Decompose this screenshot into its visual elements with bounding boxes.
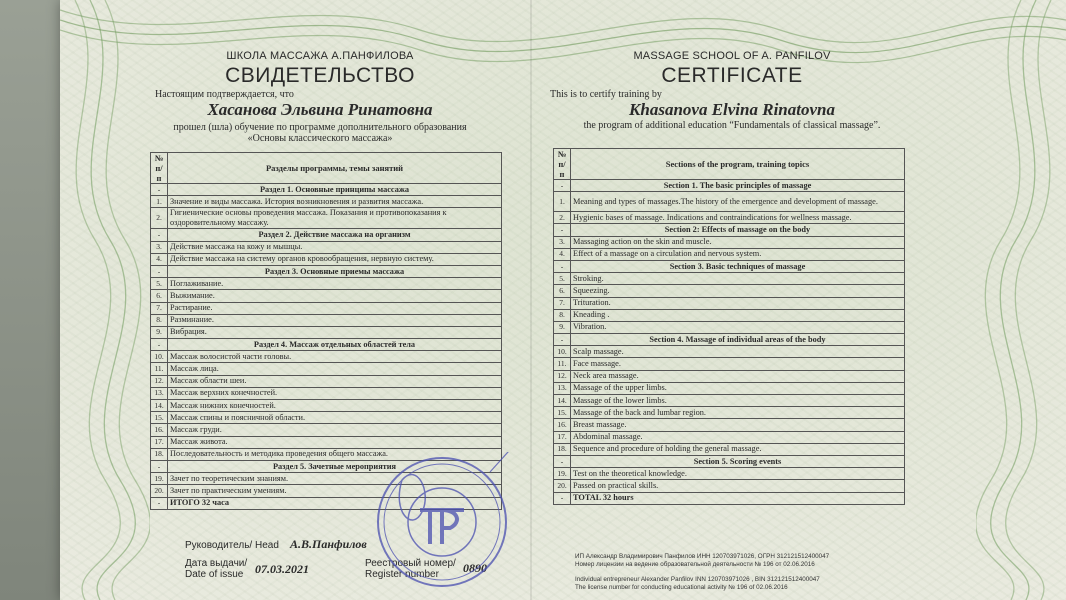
row-number: 15. <box>554 407 571 419</box>
footer-ru-line1: ИП Александр Владимирович Панфилов ИНН 120703971026, ОГРН 312121512400047 <box>575 553 830 560</box>
table-row <box>554 419 905 431</box>
program-line1-ru: прошел (шла) обучение по программе дополнительного образования <box>173 122 467 133</box>
row-topic: Face massage. <box>571 358 905 370</box>
section-row <box>151 339 502 351</box>
row-topic: Зачет по теоретическим знаниям. <box>168 473 502 485</box>
row-number: 17. <box>554 431 571 443</box>
row-number: 5. <box>554 273 571 285</box>
row-topic: Раздел 4. Массаж отдельных областей тела <box>168 339 502 351</box>
table-row <box>554 358 905 370</box>
row-number: 1. <box>151 196 168 208</box>
row-number: - <box>151 460 168 472</box>
section-row <box>151 229 502 241</box>
head-label: Руководитель/ Head <box>185 540 279 551</box>
row-number: 13. <box>554 382 571 394</box>
row-number: 6. <box>554 285 571 297</box>
row-number: - <box>554 492 571 504</box>
footer-ru <box>575 553 829 569</box>
row-topic: Вибрация. <box>168 326 502 338</box>
program-text-en: the program of additional education “Fundamentals of classical massage”. <box>583 120 881 131</box>
table-row <box>554 431 905 443</box>
row-topic: Раздел 2. Действие массажа на организм <box>168 229 502 241</box>
table-row <box>554 407 905 419</box>
row-number: 5. <box>151 278 168 290</box>
row-topic: Разминание. <box>168 314 502 326</box>
row-number: 16. <box>554 419 571 431</box>
row-topic: Section 3. Basic techniques of massage <box>571 260 905 272</box>
row-topic: Гигиенические основы проведения массажа. Показания и противопоказания к оздоровительному массажу. <box>168 208 502 229</box>
row-topic: Массаж спины и поясничной области. <box>168 412 502 424</box>
table-row <box>151 253 502 265</box>
row-number: - <box>554 455 571 467</box>
table-row <box>554 468 905 480</box>
guilloche-right-border <box>976 0 1066 600</box>
table-row <box>151 400 502 412</box>
row-number: 12. <box>554 370 571 382</box>
row-number: 8. <box>554 309 571 321</box>
row-topic: Раздел 1. Основные принципы массажа <box>168 184 502 196</box>
official-stamp <box>372 452 512 592</box>
row-topic: Scalp massage. <box>571 346 905 358</box>
row-topic: Stroking. <box>571 273 905 285</box>
row-number: 9. <box>151 326 168 338</box>
row-topic: Breast massage. <box>571 419 905 431</box>
table-row <box>151 290 502 302</box>
row-number: - <box>554 334 571 346</box>
row-number: 15. <box>151 412 168 424</box>
row-topic: Section 1. The basic principles of massage <box>571 180 905 192</box>
syllabus-table-en <box>553 148 905 505</box>
section-row <box>554 260 905 272</box>
row-topic: Section 5. Scoring events <box>571 455 905 467</box>
footer-en-line2: The license number for conducting educational activity № 196 of 02.06.2016 <box>575 584 788 591</box>
school-name-ru: ШКОЛА МАССАЖА А.ПАНФИЛОВА <box>226 50 414 62</box>
table-row <box>554 212 905 224</box>
row-number: 20. <box>151 485 168 497</box>
row-number: 19. <box>151 473 168 485</box>
section-row <box>554 334 905 346</box>
row-number: - <box>554 224 571 236</box>
issue-label <box>185 558 247 580</box>
section-row <box>151 184 502 196</box>
row-topic: TOTAL 32 hours <box>571 492 905 504</box>
row-topic: Поглаживание. <box>168 278 502 290</box>
table-row <box>554 480 905 492</box>
row-topic: Abdominal massage. <box>571 431 905 443</box>
row-topic: Section 2: Effects of massage on the body <box>571 224 905 236</box>
document-title-ru: СВИДЕТЕЛЬСТВО <box>225 64 415 87</box>
column-header-number: № п/п <box>151 153 168 184</box>
column-header-title: Sections of the program, training topics <box>571 149 905 180</box>
table-row <box>554 321 905 333</box>
table-row <box>554 346 905 358</box>
row-topic: Hygienic bases of massage. Indications and contraindications for wellness massage. <box>571 212 905 224</box>
table-row <box>151 278 502 290</box>
certify-text-ru: Настоящим подтверждается, что <box>155 89 294 100</box>
row-number: 2. <box>151 208 168 229</box>
total-row <box>554 492 905 504</box>
footer-ru-line2: Номер лицензии на ведение образовательной деятельности № 196 от 02.06.2016 <box>575 561 815 568</box>
row-topic: Растирание. <box>168 302 502 314</box>
row-number: 7. <box>554 297 571 309</box>
row-topic: Массаж верхних конечностей. <box>168 387 502 399</box>
row-number: 18. <box>151 448 168 460</box>
table-row <box>151 302 502 314</box>
row-topic: Vibration. <box>571 321 905 333</box>
row-topic: Massaging action on the skin and muscle. <box>571 236 905 248</box>
row-number: - <box>554 260 571 272</box>
section-row <box>554 224 905 236</box>
row-topic: Действие массажа на систему органов кровообращения, нервную систему. <box>168 253 502 265</box>
row-number: - <box>554 180 571 192</box>
table-row <box>554 236 905 248</box>
row-topic: Раздел 5. Зачетные мероприятия <box>168 460 502 472</box>
row-topic: Массаж груди. <box>168 424 502 436</box>
page-english <box>547 0 917 600</box>
page-fold <box>530 0 532 600</box>
table-row <box>151 363 502 375</box>
table-row <box>554 370 905 382</box>
register-label-en: Register number <box>365 569 439 580</box>
table-header-row <box>151 153 502 184</box>
row-topic: Effect of a massage on a circulation and nervous system. <box>571 248 905 260</box>
person-name-en: Khasanova Elvina Rinatovna <box>629 100 835 119</box>
row-number: 6. <box>151 290 168 302</box>
table-row <box>151 196 502 208</box>
row-number: 4. <box>151 253 168 265</box>
row-number: 10. <box>151 351 168 363</box>
table-body-en <box>554 180 905 505</box>
table-row <box>151 326 502 338</box>
row-topic: Meaning and types of massages.The history of the emergence and development of massage. <box>571 192 905 212</box>
table-row <box>151 241 502 253</box>
section-row <box>554 180 905 192</box>
row-topic: Раздел 3. Основные приемы массажа <box>168 265 502 277</box>
row-number: 11. <box>554 358 571 370</box>
table-row <box>554 309 905 321</box>
row-number: 10. <box>554 346 571 358</box>
row-number: 19. <box>554 468 571 480</box>
issue-date: 07.03.2021 <box>255 562 309 576</box>
row-topic: Test on the theoretical knowledge. <box>571 468 905 480</box>
row-topic: ИТОГО 32 часа <box>168 497 502 509</box>
table-row <box>151 387 502 399</box>
table-row <box>554 443 905 455</box>
row-topic: Section 4. Massage of individual areas of the body <box>571 334 905 346</box>
row-topic: Зачет по практическим умениям. <box>168 485 502 497</box>
row-topic: Значение и виды массажа. История возникновения и развития массажа. <box>168 196 502 208</box>
section-row <box>151 265 502 277</box>
footer-en <box>575 576 820 592</box>
table-row <box>151 412 502 424</box>
program-text-ru <box>130 122 510 144</box>
certify-text-en: This is to certify training by <box>550 89 662 100</box>
row-number: 14. <box>554 395 571 407</box>
register-number: 0890 <box>463 561 487 575</box>
table-row <box>151 436 502 448</box>
table-row <box>554 248 905 260</box>
table-row <box>151 375 502 387</box>
row-number: - <box>151 184 168 196</box>
row-number: 8. <box>151 314 168 326</box>
school-name-en: MASSAGE SCHOOL OF A. PANFILOV <box>633 50 831 62</box>
program-line2-ru: «Основы классического массажа» <box>247 133 393 144</box>
table-row <box>554 285 905 297</box>
table-row <box>151 424 502 436</box>
row-number: 9. <box>554 321 571 333</box>
table-row <box>151 208 502 229</box>
row-topic: Последовательность и методика проведения общего массажа. <box>168 448 502 460</box>
person-name-ru: Хасанова Эльвина Ринатовна <box>207 100 433 119</box>
row-number: 20. <box>554 480 571 492</box>
table-row <box>151 314 502 326</box>
row-topic: Kneading . <box>571 309 905 321</box>
document-title-en: CERTIFICATE <box>661 64 803 87</box>
row-number: 18. <box>554 443 571 455</box>
table-header-row <box>554 149 905 180</box>
row-number: - <box>151 497 168 509</box>
row-number: 3. <box>151 241 168 253</box>
issue-label-ru: Дата выдачи/ <box>185 558 248 569</box>
row-topic: Massage of the back and lumbar region. <box>571 407 905 419</box>
table-row <box>554 192 905 212</box>
column-header-title: Разделы программы, темы занятий <box>168 153 502 184</box>
issue-label-en: Date of issue <box>185 569 244 580</box>
register-label-ru: Реестровый номер/ <box>365 558 456 569</box>
row-number: 17. <box>151 436 168 448</box>
row-topic: Массаж волосистой части головы. <box>168 351 502 363</box>
footer-en-line1: Individual entrepreneur Alexander Panfilov INN 120703971026 , BIN 312121512400047 <box>575 576 820 583</box>
row-number: - <box>151 339 168 351</box>
table-row <box>554 382 905 394</box>
table-row <box>151 351 502 363</box>
row-topic: Массаж лица. <box>168 363 502 375</box>
row-topic: Massage of the lower limbs. <box>571 395 905 407</box>
row-topic: Выжимание. <box>168 290 502 302</box>
row-number: 1. <box>554 192 571 212</box>
row-number: 3. <box>554 236 571 248</box>
row-topic: Sequence and procedure of holding the general massage. <box>571 443 905 455</box>
row-number: 16. <box>151 424 168 436</box>
row-number: - <box>151 229 168 241</box>
row-topic: Массаж живота. <box>168 436 502 448</box>
column-header-number: № п/п <box>554 149 571 180</box>
row-topic: Neck area massage. <box>571 370 905 382</box>
row-number: 14. <box>151 400 168 412</box>
row-number: 12. <box>151 375 168 387</box>
section-row <box>554 455 905 467</box>
row-topic: Trituration. <box>571 297 905 309</box>
head-name: А.В.Панфилов <box>290 537 367 551</box>
table-row <box>554 395 905 407</box>
row-topic: Массаж нижних конечностей. <box>168 400 502 412</box>
row-number: 13. <box>151 387 168 399</box>
row-topic: Squeezing. <box>571 285 905 297</box>
table-row <box>554 273 905 285</box>
row-number: 11. <box>151 363 168 375</box>
row-topic: Массаж области шеи. <box>168 375 502 387</box>
row-topic: Действие массажа на кожу и мышцы. <box>168 241 502 253</box>
row-number: - <box>151 265 168 277</box>
row-number: 4. <box>554 248 571 260</box>
table-row <box>554 297 905 309</box>
row-number: 7. <box>151 302 168 314</box>
row-topic: Passed on practical skills. <box>571 480 905 492</box>
row-topic: Massage of the upper limbs. <box>571 382 905 394</box>
row-number: 2. <box>554 212 571 224</box>
